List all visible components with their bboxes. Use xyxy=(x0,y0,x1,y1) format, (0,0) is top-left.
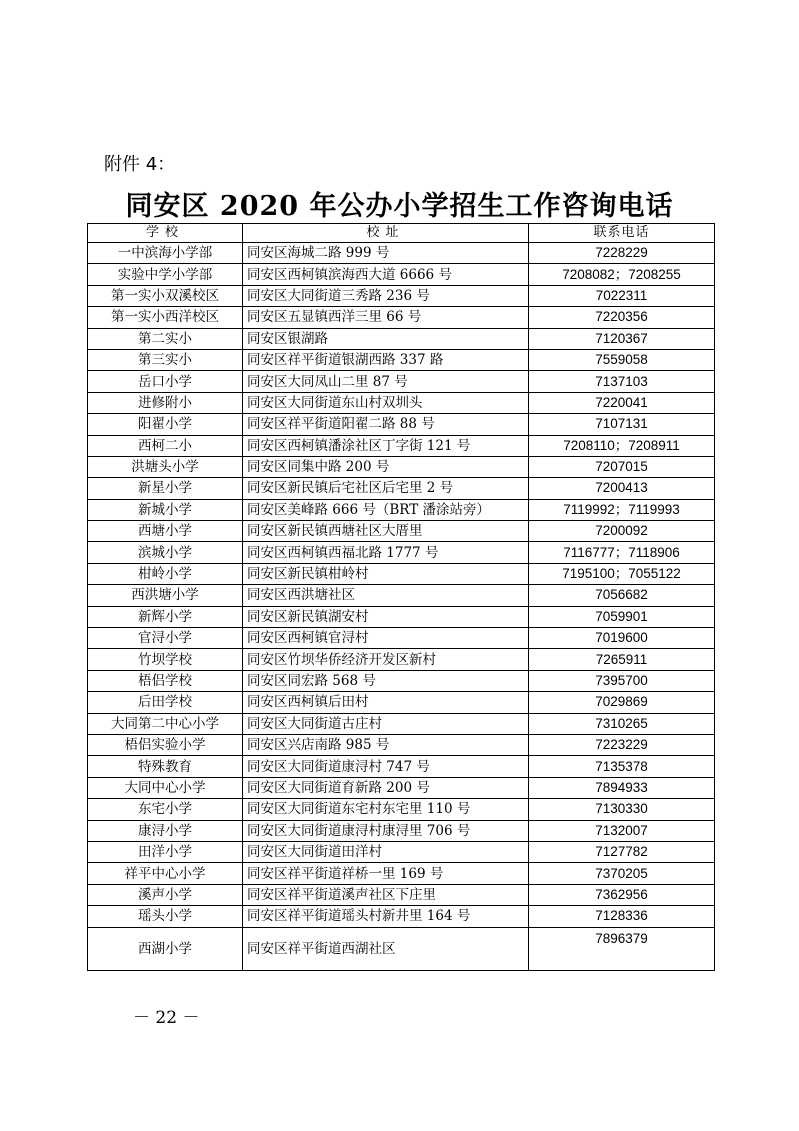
attachment-label: 附件 4： xyxy=(104,154,176,175)
table-row xyxy=(88,371,715,392)
phone-cell: 7019600 xyxy=(529,628,715,649)
address-cell: 同安区竹坝华侨经济开发区新村 xyxy=(243,649,529,670)
school-cell: 阳翟小学 xyxy=(88,414,243,435)
phone-cell: 7362956 xyxy=(529,884,715,905)
table-row xyxy=(88,328,715,349)
school-cell: 西柯二小 xyxy=(88,435,243,456)
address-cell: 同安区西柯镇官浔村 xyxy=(243,628,529,649)
page-title: 同安区 2020 年公办小学招生工作咨询电话 xyxy=(125,191,674,222)
school-cell: 梧侣学校 xyxy=(88,670,243,691)
address-cell: 同安区祥平街道溪声社区下庄里 xyxy=(243,884,529,905)
table-row xyxy=(88,649,715,670)
address-cell: 同安区大同街道康浔村康浔里 706 号 xyxy=(243,820,529,841)
table-row xyxy=(88,414,715,435)
table-row xyxy=(88,863,715,884)
table-row xyxy=(88,435,715,456)
phone-cell: 7200413 xyxy=(529,478,715,499)
address-cell: 同安区祥平街道祥桥一里 169 号 xyxy=(243,863,529,884)
phone-cell: 7200092 xyxy=(529,521,715,542)
phone-cell: 7029869 xyxy=(529,692,715,713)
phone-cell: 7265911 xyxy=(529,649,715,670)
address-cell: 同安区银湖路 xyxy=(243,328,529,349)
address-cell: 同安区美峰路 666 号（BRT 潘涂站旁） xyxy=(243,499,529,520)
table-row xyxy=(88,884,715,905)
phone-cell: 7370205 xyxy=(529,863,715,884)
phone-cell: 7220041 xyxy=(529,392,715,413)
school-cell: 岳口小学 xyxy=(88,371,243,392)
school-cell: 竹坝学校 xyxy=(88,649,243,670)
phone-cell: 7208110；7208911 xyxy=(529,435,715,456)
table-row xyxy=(88,670,715,691)
address-cell: 同安区大同街道东山村双圳头 xyxy=(243,392,529,413)
table-row xyxy=(88,713,715,734)
contact-table xyxy=(87,223,715,971)
table-row xyxy=(88,264,715,285)
phone-cell: 7223229 xyxy=(529,734,715,755)
phone-cell: 7310265 xyxy=(529,713,715,734)
phone-cell: 7195100；7055122 xyxy=(529,563,715,584)
table-row xyxy=(88,478,715,499)
phone-cell: 7220356 xyxy=(529,307,715,328)
table-row xyxy=(88,456,715,477)
phone-cell: 7128336 xyxy=(529,906,715,927)
table-row xyxy=(88,243,715,264)
address-cell: 同安区大同凤山二里 87 号 xyxy=(243,371,529,392)
table-row xyxy=(88,521,715,542)
address-cell: 同安区西柯镇后田村 xyxy=(243,692,529,713)
phone-cell: 7894933 xyxy=(529,777,715,798)
school-cell: 新辉小学 xyxy=(88,606,243,627)
table-row xyxy=(88,841,715,862)
school-cell: 进修附小 xyxy=(88,392,243,413)
phone-cell: 7228229 xyxy=(529,243,715,264)
table-row xyxy=(88,906,715,927)
address-cell: 同安区祥平街道瑶头村新井里 164 号 xyxy=(243,906,529,927)
header-school: 学校 xyxy=(88,224,243,243)
school-cell: 洪塘头小学 xyxy=(88,456,243,477)
table-row xyxy=(88,927,715,970)
phone-cell: 7022311 xyxy=(529,285,715,306)
address-cell: 同安区五显镇西洋三里 66 号 xyxy=(243,307,529,328)
phone-cell: 7127782 xyxy=(529,841,715,862)
phone-cell: 7207015 xyxy=(529,456,715,477)
school-cell: 特殊教育 xyxy=(88,756,243,777)
phone-cell: 7059901 xyxy=(529,606,715,627)
school-cell: 第二实小 xyxy=(88,328,243,349)
school-cell: 西湖小学 xyxy=(88,927,243,970)
page-number: － 22 － xyxy=(133,1008,200,1028)
school-cell: 东宅小学 xyxy=(88,799,243,820)
header-address: 校址 xyxy=(243,224,529,243)
address-cell: 同安区兴店南路 985 号 xyxy=(243,734,529,755)
school-cell: 祥平中心小学 xyxy=(88,863,243,884)
school-cell: 第一实小双溪校区 xyxy=(88,285,243,306)
phone-cell: 7395700 xyxy=(529,670,715,691)
table-row xyxy=(88,756,715,777)
address-cell: 同安区海城二路 999 号 xyxy=(243,243,529,264)
address-cell: 同安区新民镇西塘社区大厝里 xyxy=(243,521,529,542)
school-cell: 康浔小学 xyxy=(88,820,243,841)
address-cell: 同安区祥平街道阳翟二路 88 号 xyxy=(243,414,529,435)
address-cell: 同安区大同街道康浔村 747 号 xyxy=(243,756,529,777)
address-cell: 同安区同集中路 200 号 xyxy=(243,456,529,477)
table-row xyxy=(88,692,715,713)
address-cell: 同安区大同街道古庄村 xyxy=(243,713,529,734)
school-cell: 西塘小学 xyxy=(88,521,243,542)
address-cell: 同安区西柯镇滨海西大道 6666 号 xyxy=(243,264,529,285)
address-cell: 同安区西洪塘社区 xyxy=(243,585,529,606)
phone-cell: 7120367 xyxy=(529,328,715,349)
address-cell: 同安区大同街道育新路 200 号 xyxy=(243,777,529,798)
phone-cell: 7056682 xyxy=(529,585,715,606)
table-row xyxy=(88,585,715,606)
school-cell: 一中滨海小学部 xyxy=(88,243,243,264)
phone-cell: 7137103 xyxy=(529,371,715,392)
school-cell: 瑶头小学 xyxy=(88,906,243,927)
table-row xyxy=(88,799,715,820)
school-cell: 实验中学小学部 xyxy=(88,264,243,285)
school-cell: 溪声小学 xyxy=(88,884,243,905)
school-cell: 官浔小学 xyxy=(88,628,243,649)
school-cell: 第一实小西洋校区 xyxy=(88,307,243,328)
phone-cell: 7132007 xyxy=(529,820,715,841)
table-row xyxy=(88,285,715,306)
school-cell: 柑岭小学 xyxy=(88,563,243,584)
school-cell: 大同中心小学 xyxy=(88,777,243,798)
phone-cell: 7135378 xyxy=(529,756,715,777)
table-row xyxy=(88,542,715,563)
phone-cell: 7116777；7118906 xyxy=(529,542,715,563)
table-header-row xyxy=(88,224,715,243)
address-cell: 同安区祥平街道西湖社区 xyxy=(243,927,529,970)
address-cell: 同安区新民镇柑岭村 xyxy=(243,563,529,584)
address-cell: 同安区新民镇后宅社区后宅里 2 号 xyxy=(243,478,529,499)
table-row xyxy=(88,499,715,520)
table-body xyxy=(88,243,715,971)
phone-cell: 7208082；7208255 xyxy=(529,264,715,285)
table-row xyxy=(88,307,715,328)
school-cell: 大同第二中心小学 xyxy=(88,713,243,734)
table-row xyxy=(88,628,715,649)
table-row xyxy=(88,392,715,413)
address-cell: 同安区新民镇湖安村 xyxy=(243,606,529,627)
table-row xyxy=(88,820,715,841)
address-cell: 同安区西柯镇潘涂社区丁字街 121 号 xyxy=(243,435,529,456)
phone-cell: 7130330 xyxy=(529,799,715,820)
table-row xyxy=(88,349,715,370)
address-cell: 同安区大同街道三秀路 236 号 xyxy=(243,285,529,306)
school-cell: 田洋小学 xyxy=(88,841,243,862)
school-cell: 新星小学 xyxy=(88,478,243,499)
table-row xyxy=(88,563,715,584)
address-cell: 同安区大同街道田洋村 xyxy=(243,841,529,862)
phone-cell: 7896379 xyxy=(529,927,715,970)
phone-cell: 7559058 xyxy=(529,349,715,370)
phone-cell: 7107131 xyxy=(529,414,715,435)
address-cell: 同安区祥平街道银湖西路 337 路 xyxy=(243,349,529,370)
table-row xyxy=(88,734,715,755)
header-phone: 联系电话 xyxy=(529,224,715,243)
address-cell: 同安区大同街道东宅村东宅里 110 号 xyxy=(243,799,529,820)
address-cell: 同安区西柯镇西福北路 1777 号 xyxy=(243,542,529,563)
table-row xyxy=(88,606,715,627)
table-row xyxy=(88,777,715,798)
school-cell: 西洪塘小学 xyxy=(88,585,243,606)
school-cell: 新城小学 xyxy=(88,499,243,520)
school-cell: 后田学校 xyxy=(88,692,243,713)
address-cell: 同安区同宏路 568 号 xyxy=(243,670,529,691)
school-cell: 第三实小 xyxy=(88,349,243,370)
school-cell: 滨城小学 xyxy=(88,542,243,563)
school-cell: 梧侣实验小学 xyxy=(88,734,243,755)
phone-cell: 7119992；7119993 xyxy=(529,499,715,520)
